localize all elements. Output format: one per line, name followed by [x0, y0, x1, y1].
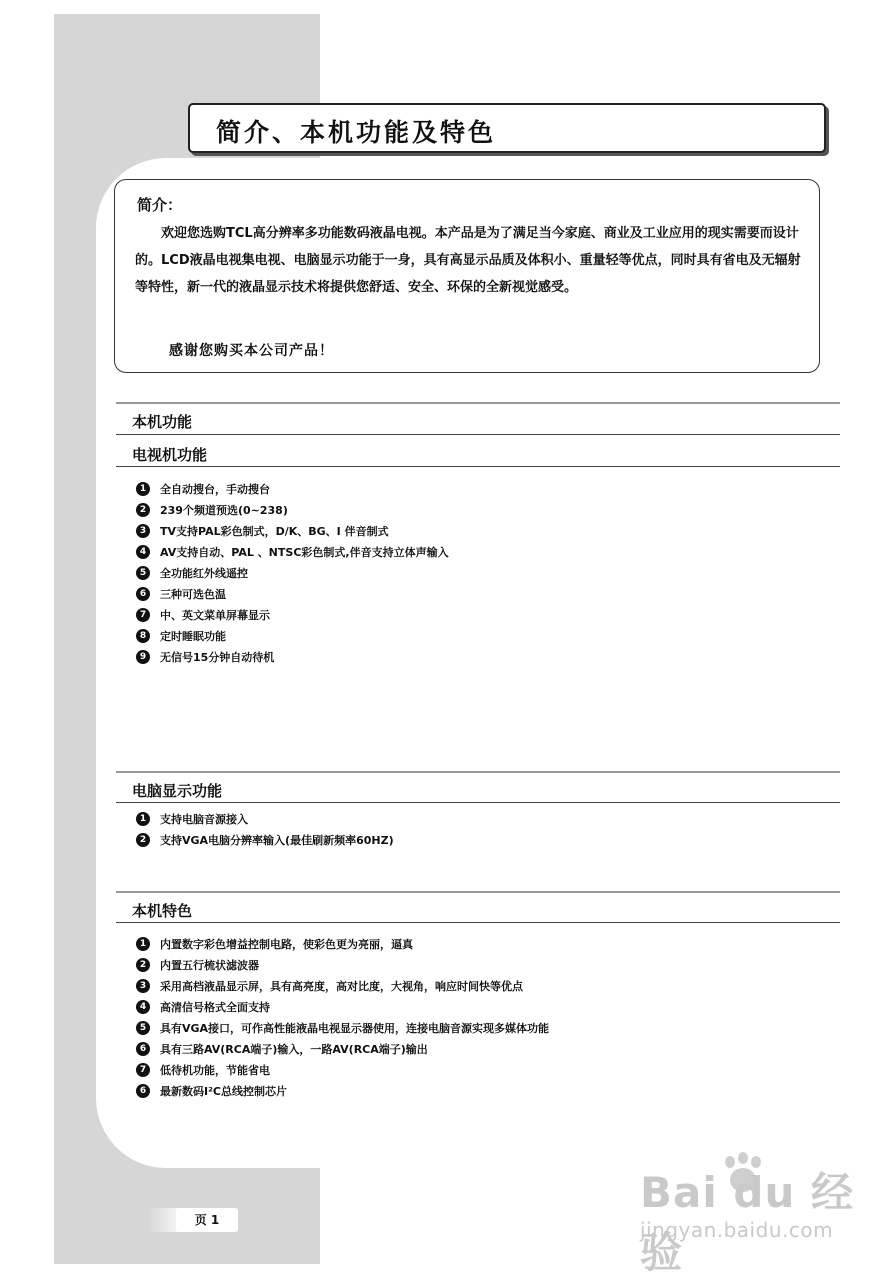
list-item-text: 无信号15分钟自动待机	[160, 650, 275, 664]
section-rule	[116, 891, 840, 893]
bullet-number-badge: 6	[136, 1042, 150, 1056]
page-number: 页 1	[176, 1208, 238, 1232]
list-item	[136, 1038, 549, 1059]
intro-paragraph: 欢迎您选购TCL高分辨率多功能数码液晶电视。本产品是为了满足当今家庭、商业及工业应用的现实需要而设计的。LCD液晶电视集电视、电脑显示功能于一身，具有高显示品质及体积小、重量轻等优点，同时具有省电及无辐射等特性，新一代的液晶显示技术将提供您舒适、安全、环保的全新视觉感受。	[135, 226, 801, 295]
list-item-text: 中、英文菜单屏幕显示	[160, 608, 270, 622]
list-item-text: 支持VGA电脑分辨率输入(最佳刷新频率60HZ)	[160, 833, 394, 847]
list-item	[136, 625, 449, 646]
pc-functions-heading: 电脑显示功能	[132, 782, 223, 800]
bullet-number-badge: 2	[136, 958, 150, 972]
list-item-text: 全自动搜台，手动搜台	[160, 482, 270, 496]
list-item	[136, 996, 549, 1017]
section-rule	[116, 434, 840, 435]
list-item-text: 具有VGA接口，可作高性能液晶电视显示器使用，连接电脑音源实现多媒体功能	[160, 1021, 550, 1035]
list-item-text: AV支持自动、PAL 、NTSC彩色制式,伴音支持立体声输入	[160, 545, 449, 559]
bullet-number-badge: 7	[136, 608, 150, 622]
bullet-number-badge: 1	[136, 937, 150, 951]
page-title: 简介、本机功能及特色	[216, 118, 497, 147]
list-item-text: 高清信号格式全面支持	[160, 1000, 270, 1014]
features-list	[136, 933, 549, 1101]
list-item	[136, 562, 449, 583]
tv-functions-list	[136, 478, 449, 667]
pc-functions-list	[136, 808, 394, 850]
bullet-number-badge: 4	[136, 1000, 150, 1014]
list-item	[136, 646, 449, 667]
list-item	[136, 1017, 549, 1038]
bullet-number-badge: 4	[136, 545, 150, 559]
list-item-text: 内置五行梳状滤波器	[160, 958, 259, 972]
bullet-number-badge: 1	[136, 812, 150, 826]
list-item	[136, 499, 449, 520]
bullet-number-badge: 6	[136, 587, 150, 601]
features-heading: 本机特色	[132, 902, 193, 920]
intro-heading: 简介：	[137, 196, 183, 214]
list-item-text: 采用高档液晶显示屏，具有高亮度，高对比度，大视角，响应时间快等优点	[160, 979, 523, 993]
list-item-text: TV支持PAL彩色制式，D/K、BG、I 伴音制式	[160, 524, 389, 538]
bullet-number-badge: 2	[136, 503, 150, 517]
section-rule	[116, 402, 840, 404]
list-item-text: 内置数字彩色增益控制电路，使彩色更为亮丽，逼真	[160, 937, 413, 951]
tv-functions-heading: 电视机功能	[132, 446, 208, 464]
section-rule	[116, 922, 840, 923]
section-rule	[116, 771, 840, 773]
list-item	[136, 954, 549, 975]
list-item-text: 三种可选色温	[160, 587, 226, 601]
list-item-text: 最新数码I²C总线控制芯片	[160, 1084, 287, 1098]
list-item	[136, 1059, 549, 1080]
list-item	[136, 829, 394, 850]
bullet-number-badge: 7	[136, 1063, 150, 1077]
watermark-logo: Bai du 经验	[640, 1168, 854, 1277]
bullet-number-badge: 5	[136, 1021, 150, 1035]
page-title-box	[188, 103, 826, 153]
section-rule	[116, 802, 840, 803]
baidu-watermark	[640, 1150, 860, 1277]
section-rule	[116, 466, 840, 467]
list-item-text: 239个频道预选(0~238)	[160, 503, 288, 517]
list-item	[136, 478, 449, 499]
bullet-number-badge: 9	[136, 650, 150, 664]
bullet-number-badge: 1	[136, 482, 150, 496]
list-item	[136, 541, 449, 562]
list-item-text: 定时睡眠功能	[160, 629, 226, 643]
bullet-number-badge: 5	[136, 566, 150, 580]
list-item	[136, 583, 449, 604]
list-item-text: 具有三路AV(RCA端子)输入，一路AV(RCA端子)输出	[160, 1042, 428, 1056]
thanks-text: 感谢您购买本公司产品！	[169, 343, 334, 359]
list-item	[136, 604, 449, 625]
watermark-url: jingyan.baidu.com	[640, 1218, 834, 1242]
list-item-text: 低待机功能，节能省电	[160, 1063, 270, 1077]
list-item	[136, 1080, 549, 1101]
list-item-text: 支持电脑音源接入	[160, 812, 248, 826]
bullet-number-badge: 8	[136, 629, 150, 643]
intro-box	[114, 179, 820, 373]
list-item	[136, 933, 549, 954]
bullet-number-badge: 6	[136, 1084, 150, 1098]
list-item	[136, 808, 394, 829]
bullet-number-badge: 3	[136, 524, 150, 538]
bullet-number-badge: 2	[136, 833, 150, 847]
list-item	[136, 975, 549, 996]
list-item	[136, 520, 449, 541]
list-item-text: 全功能红外线遥控	[160, 566, 248, 580]
bullet-number-badge: 3	[136, 979, 150, 993]
functions-heading: 本机功能	[132, 413, 193, 431]
